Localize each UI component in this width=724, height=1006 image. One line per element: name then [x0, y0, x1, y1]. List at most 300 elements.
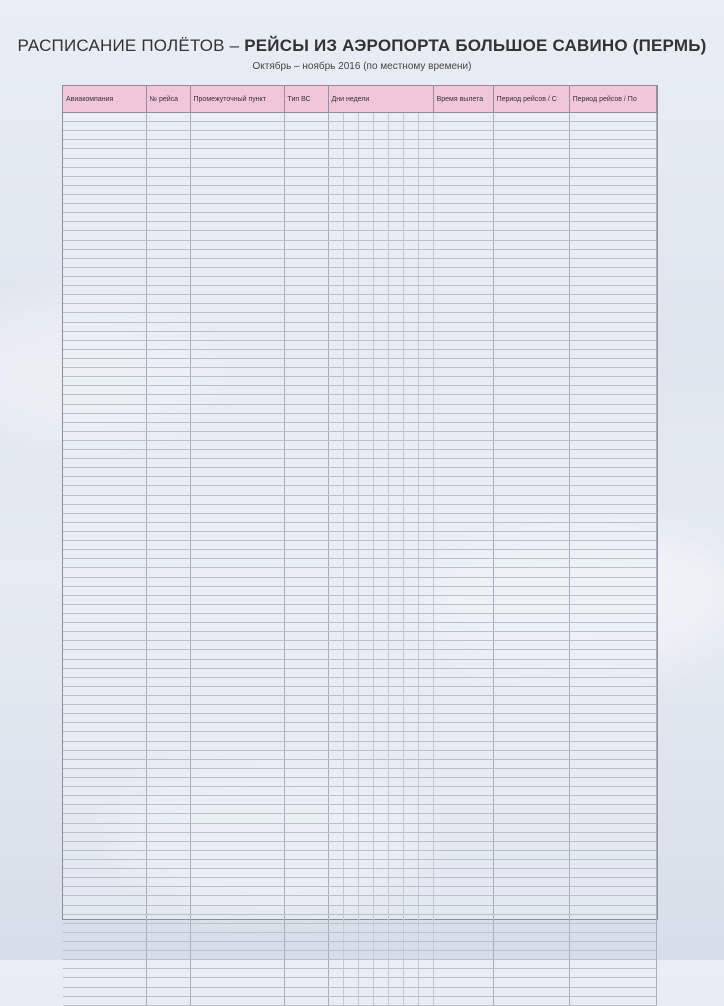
table-cell [146, 286, 190, 295]
table-cell [63, 850, 146, 859]
table-cell [146, 349, 190, 358]
table-cell [358, 340, 373, 349]
table-cell [403, 841, 418, 850]
table-cell [146, 832, 190, 841]
table-cell [418, 841, 433, 850]
table-cell [418, 787, 433, 796]
table-cell [358, 650, 373, 659]
table-cell [328, 459, 343, 468]
table-cell [190, 787, 284, 796]
table-cell [373, 194, 388, 203]
table-cell [146, 495, 190, 504]
table-cell [388, 468, 403, 477]
table-cell [569, 987, 656, 996]
table-cell [388, 814, 403, 823]
table-cell [190, 850, 284, 859]
table-cell [146, 887, 190, 896]
table-cell [388, 450, 403, 459]
table-cell [343, 386, 358, 395]
table-cell [190, 231, 284, 240]
table-cell [403, 495, 418, 504]
table-cell [403, 213, 418, 222]
table-cell [328, 349, 343, 358]
table-cell [373, 787, 388, 796]
table-cell [284, 677, 328, 686]
table-cell [569, 431, 656, 440]
table-cell [433, 732, 493, 741]
table-cell [284, 131, 328, 140]
table-cell [343, 987, 358, 996]
table-cell [284, 386, 328, 395]
table-cell [343, 504, 358, 513]
table-cell [146, 923, 190, 932]
table-cell [328, 495, 343, 504]
table-cell [284, 477, 328, 486]
table-cell [343, 595, 358, 604]
table-cell [388, 395, 403, 404]
table-cell [343, 768, 358, 777]
table-cell [63, 459, 146, 468]
table-cell [373, 814, 388, 823]
table-cell [358, 814, 373, 823]
table-cell [63, 450, 146, 459]
table-row [63, 158, 657, 167]
table-cell [63, 368, 146, 377]
table-cell [418, 368, 433, 377]
table-cell [343, 832, 358, 841]
table-cell [433, 978, 493, 987]
table-cell [358, 996, 373, 1005]
table-cell [418, 258, 433, 267]
table-cell [328, 714, 343, 723]
table-cell [418, 486, 433, 495]
table-cell [146, 841, 190, 850]
table-cell [403, 286, 418, 295]
table-cell [328, 869, 343, 878]
table-cell [418, 905, 433, 914]
table-cell [388, 869, 403, 878]
table-cell [328, 951, 343, 960]
table-cell [63, 477, 146, 486]
table-cell [358, 969, 373, 978]
table-cell [418, 750, 433, 759]
table-cell [343, 787, 358, 796]
table-cell [358, 632, 373, 641]
table-cell [328, 878, 343, 887]
table-cell [284, 750, 328, 759]
table-cell [403, 887, 418, 896]
table-cell [328, 222, 343, 231]
table-cell [328, 732, 343, 741]
table-cell [493, 923, 569, 932]
table-cell [190, 932, 284, 941]
table-cell [63, 896, 146, 905]
table-cell [433, 805, 493, 814]
table-cell [358, 140, 373, 149]
table-cell [190, 358, 284, 367]
table-cell [358, 222, 373, 231]
table-cell [284, 222, 328, 231]
table-cell [433, 486, 493, 495]
table-cell [388, 176, 403, 185]
table-cell [569, 823, 656, 832]
table-cell [569, 677, 656, 686]
table-cell [493, 231, 569, 240]
table-cell [388, 632, 403, 641]
table-cell [328, 368, 343, 377]
table-cell [403, 969, 418, 978]
table-cell [373, 204, 388, 213]
table-cell [493, 723, 569, 732]
table-cell [190, 185, 284, 194]
table-cell [284, 286, 328, 295]
table-cell [284, 932, 328, 941]
table-cell [373, 568, 388, 577]
table-cell [433, 768, 493, 777]
table-cell [388, 122, 403, 131]
table-cell [493, 951, 569, 960]
table-cell [403, 459, 418, 468]
table-cell [388, 404, 403, 413]
table-cell [190, 978, 284, 987]
table-cell [569, 586, 656, 595]
table-cell [493, 987, 569, 996]
table-cell [343, 468, 358, 477]
table-cell [284, 923, 328, 932]
table-cell [190, 686, 284, 695]
table-row [63, 258, 657, 267]
table-cell [328, 595, 343, 604]
table-cell [190, 878, 284, 887]
table-row [63, 377, 657, 386]
table-cell [190, 869, 284, 878]
table-cell [403, 486, 418, 495]
table-cell [328, 659, 343, 668]
table-cell [373, 468, 388, 477]
table-cell [418, 377, 433, 386]
table-row [63, 623, 657, 632]
table-cell [433, 504, 493, 513]
table-cell [146, 276, 190, 285]
table-cell [284, 969, 328, 978]
table-cell [493, 905, 569, 914]
table-cell [373, 131, 388, 140]
table-cell [493, 513, 569, 522]
table-cell [190, 641, 284, 650]
table-cell [190, 176, 284, 185]
table-cell [146, 768, 190, 777]
table-cell [403, 796, 418, 805]
table-row [63, 577, 657, 586]
table-cell [284, 832, 328, 841]
table-cell [358, 349, 373, 358]
table-cell [493, 659, 569, 668]
table-cell [569, 204, 656, 213]
table-cell [284, 996, 328, 1005]
table-cell [418, 650, 433, 659]
table-cell [358, 641, 373, 650]
table-cell [373, 249, 388, 258]
table-cell [358, 614, 373, 623]
table-cell [63, 823, 146, 832]
table-cell [146, 859, 190, 868]
table-cell [418, 850, 433, 859]
table-cell [373, 841, 388, 850]
table-cell [433, 477, 493, 486]
table-row [63, 213, 657, 222]
table-cell [433, 823, 493, 832]
table-cell [569, 768, 656, 777]
table-cell [403, 194, 418, 203]
table-cell [146, 422, 190, 431]
table-cell [343, 358, 358, 367]
table-cell [146, 158, 190, 167]
table-cell [418, 814, 433, 823]
table-cell [373, 577, 388, 586]
table-cell [569, 814, 656, 823]
table-cell [403, 140, 418, 149]
table-cell [284, 841, 328, 850]
table-cell [388, 231, 403, 240]
table-cell [403, 668, 418, 677]
table-row [63, 741, 657, 750]
table-cell [63, 550, 146, 559]
table-cell [388, 194, 403, 203]
table-cell [328, 431, 343, 440]
table-cell [190, 477, 284, 486]
table-cell [388, 149, 403, 158]
table-cell [358, 477, 373, 486]
table-cell [388, 859, 403, 868]
table-cell [403, 623, 418, 632]
table-cell [373, 923, 388, 932]
table-cell [328, 559, 343, 568]
table-cell [403, 276, 418, 285]
table-cell [343, 267, 358, 276]
table-cell [328, 996, 343, 1005]
table-cell [328, 304, 343, 313]
table-cell [328, 258, 343, 267]
table-cell [343, 650, 358, 659]
table-cell [403, 131, 418, 140]
table-cell [284, 140, 328, 149]
table-row [63, 386, 657, 395]
table-cell [328, 923, 343, 932]
table-cell [569, 404, 656, 413]
table-cell [418, 896, 433, 905]
table-row [63, 395, 657, 404]
table-cell [388, 249, 403, 258]
table-cell [493, 213, 569, 222]
table-row [63, 349, 657, 358]
table-cell [328, 386, 343, 395]
table-cell [146, 176, 190, 185]
table-cell [343, 340, 358, 349]
table-cell [569, 140, 656, 149]
table-cell [388, 276, 403, 285]
table-cell [493, 286, 569, 295]
table-row [63, 468, 657, 477]
table-cell [403, 951, 418, 960]
table-cell [343, 841, 358, 850]
table-cell [358, 696, 373, 705]
table-cell [388, 905, 403, 914]
table-cell [343, 659, 358, 668]
table-cell [284, 322, 328, 331]
table-cell [373, 513, 388, 522]
table-row [63, 632, 657, 641]
table-cell [343, 823, 358, 832]
table-cell [190, 841, 284, 850]
table-cell [493, 686, 569, 695]
table-body [63, 113, 657, 1006]
table-row [63, 814, 657, 823]
table-cell [403, 113, 418, 122]
table-cell [569, 532, 656, 541]
table-cell [493, 996, 569, 1005]
table-cell [63, 340, 146, 349]
table-cell [433, 258, 493, 267]
table-cell [388, 513, 403, 522]
table-cell [569, 650, 656, 659]
table-cell [328, 905, 343, 914]
table-cell [146, 650, 190, 659]
table-cell [284, 304, 328, 313]
table-cell [358, 368, 373, 377]
table-cell [433, 960, 493, 969]
table-cell [284, 823, 328, 832]
table-cell [373, 113, 388, 122]
table-cell [493, 358, 569, 367]
table-cell [418, 595, 433, 604]
table-cell [358, 322, 373, 331]
table-cell [146, 131, 190, 140]
table-cell [358, 249, 373, 258]
table-cell [63, 149, 146, 158]
table-cell [284, 113, 328, 122]
table-cell [284, 358, 328, 367]
table-cell [388, 113, 403, 122]
table-cell [328, 340, 343, 349]
table-cell [388, 705, 403, 714]
table-cell [388, 431, 403, 440]
table-cell [63, 113, 146, 122]
table-cell [190, 213, 284, 222]
table-cell [343, 276, 358, 285]
table-cell [284, 331, 328, 340]
table-cell [373, 951, 388, 960]
table-cell [373, 832, 388, 841]
table-cell [190, 951, 284, 960]
table-cell [343, 486, 358, 495]
table-cell [328, 832, 343, 841]
table-cell [63, 859, 146, 868]
table-cell [63, 140, 146, 149]
table-cell [63, 504, 146, 513]
table-row [63, 513, 657, 522]
table-cell [493, 140, 569, 149]
table-cell [373, 777, 388, 786]
table-cell [493, 113, 569, 122]
table-cell [493, 969, 569, 978]
table-cell [146, 322, 190, 331]
table-cell [63, 231, 146, 240]
col-via: Промежуточный пункт [190, 86, 284, 113]
table-cell [373, 158, 388, 167]
table-cell [403, 550, 418, 559]
table-cell [373, 377, 388, 386]
table-cell [403, 768, 418, 777]
table-row [63, 149, 657, 158]
table-cell [358, 204, 373, 213]
table-cell [284, 213, 328, 222]
table-cell [343, 295, 358, 304]
table-cell [433, 696, 493, 705]
table-cell [403, 577, 418, 586]
table-cell [493, 750, 569, 759]
table-cell [190, 431, 284, 440]
table-cell [388, 714, 403, 723]
table-cell [388, 595, 403, 604]
table-cell [418, 559, 433, 568]
table-cell [328, 887, 343, 896]
table-cell [146, 978, 190, 987]
table-cell [328, 914, 343, 923]
table-cell [418, 468, 433, 477]
table-cell [343, 978, 358, 987]
schedule-table [63, 86, 657, 1006]
table-cell [403, 185, 418, 194]
table-cell [388, 750, 403, 759]
table-cell [146, 468, 190, 477]
table-cell [358, 787, 373, 796]
table-cell [63, 222, 146, 231]
table-cell [373, 714, 388, 723]
table-cell [388, 723, 403, 732]
table-cell [418, 978, 433, 987]
table-cell [373, 459, 388, 468]
table-cell [284, 395, 328, 404]
table-cell [63, 204, 146, 213]
table-row [63, 231, 657, 240]
schedule-sheet [62, 85, 658, 920]
table-row [63, 550, 657, 559]
table-cell [343, 805, 358, 814]
table-cell [358, 595, 373, 604]
table-cell [569, 568, 656, 577]
table-cell [146, 386, 190, 395]
table-cell [328, 486, 343, 495]
table-cell [433, 850, 493, 859]
table-cell [328, 741, 343, 750]
table-cell [388, 741, 403, 750]
table-cell [403, 149, 418, 158]
table-row [63, 322, 657, 331]
table-cell [569, 741, 656, 750]
table-cell [493, 459, 569, 468]
table-cell [343, 923, 358, 932]
table-cell [388, 850, 403, 859]
table-cell [433, 468, 493, 477]
table-cell [433, 951, 493, 960]
table-cell [373, 258, 388, 267]
table-cell [358, 887, 373, 896]
table-cell [146, 140, 190, 149]
table-cell [418, 832, 433, 841]
table-cell [328, 267, 343, 276]
table-row [63, 768, 657, 777]
table-cell [373, 185, 388, 194]
